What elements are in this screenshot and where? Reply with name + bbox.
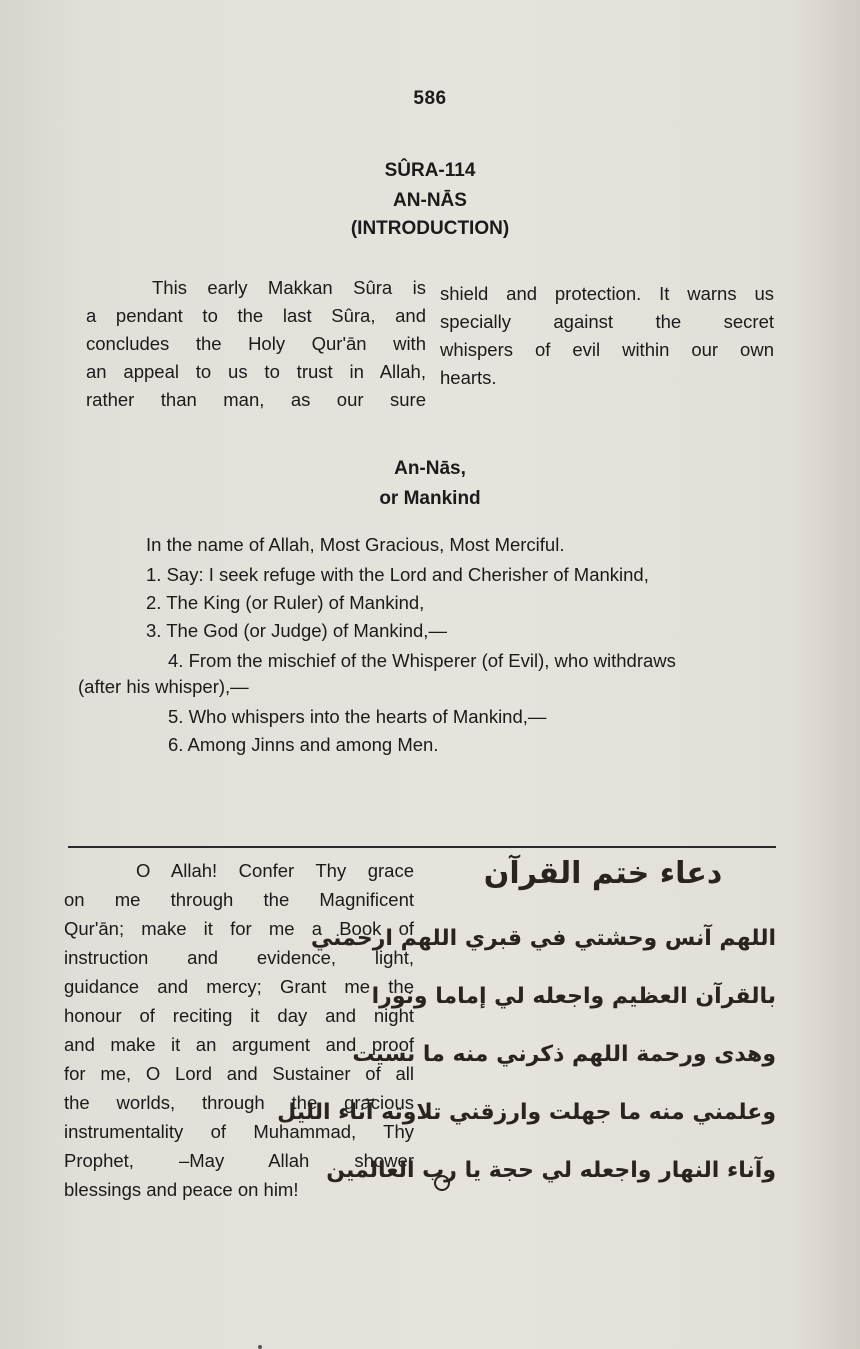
prayer-line: the worlds, through the gracious — [64, 1092, 414, 1113]
verse-line: 6. Among Jinns and among Men. — [168, 734, 439, 755]
intro-line: This early Makkan Sûra is — [152, 277, 426, 298]
intro-line: whispers of evil within our own — [440, 339, 774, 360]
prayer-line: honour of reciting it day and night — [64, 1005, 414, 1026]
prayer-line: blessings and peace on him! — [64, 1179, 299, 1200]
intro-line: hearts. — [440, 367, 497, 388]
arabic-line: وهدى ورحمة اللهم ذكرني منه ما نسيت — [352, 1042, 776, 1067]
prayer-line: instrumentality of Muhammad, Thy — [64, 1121, 414, 1142]
introduction-right-column — [440, 280, 774, 392]
verse-line: 1. Say: I seek refuge with the Lord and Cherisher of Mankind, — [146, 564, 649, 585]
prayer-line: and make it an argument and proof — [64, 1034, 414, 1055]
page-number: 586 — [413, 88, 447, 109]
prayer-line: instruction and evidence, light, — [64, 947, 414, 968]
prayer-line: O Allah! Confer Thy grace — [136, 860, 414, 881]
arabic-line: بالقرآن العظيم واجعله لي إماما ونورا — [371, 984, 776, 1009]
verse-line: 4. From the mischief of the Whisperer (of Evil), who withdraws — [168, 650, 676, 671]
intro-line: an appeal to us to trust in Allah, — [86, 361, 426, 382]
arabic-line: وعلمني منه ما جهلت وارزقني تلاوته آناء الليل — [277, 1100, 776, 1125]
prayer-line: guidance and mercy; Grant me the — [64, 976, 414, 997]
verse-line: 2. The King (or Ruler) of Mankind, — [146, 592, 425, 613]
arabic-line: وآناء النهار واجعله لي حجة يا رب العالمين — [326, 1158, 776, 1183]
verse-line: (after his whisper),— — [78, 676, 249, 697]
intro-line: rather than man, as our sure — [86, 389, 426, 410]
prayer-line: Qur'ān; make it for me a Book of — [64, 918, 414, 939]
verse-line: 5. Who whispers into the hearts of Mankind,— — [168, 706, 547, 727]
prayer-line: on me through the Magnificent — [64, 889, 414, 910]
prayer-translation — [64, 856, 414, 1204]
prayer-line: for me, O Lord and Sustainer of all — [64, 1063, 414, 1084]
intro-line: concludes the Holy Qur'ān with — [86, 333, 426, 354]
intro-line: a pendant to the last Sûra, and — [86, 305, 426, 326]
arabic-prayer-title: دعاء ختم القرآن — [483, 856, 723, 891]
introduction-label: (INTRODUCTION) — [350, 218, 510, 239]
bismillah-line: In the name of Allah, Most Gracious, Most Merciful. — [146, 534, 565, 555]
surah-title: An-Nās, — [394, 458, 466, 479]
verse-line: 3. The God (or Judge) of Mankind,— — [146, 620, 447, 641]
end-of-verse-ring-icon — [434, 1175, 450, 1191]
arabic-line: اللهم آنس وحشتي في قبري اللهم ارحمني — [310, 926, 776, 951]
surah-subtitle: or Mankind — [379, 488, 481, 509]
sura-name-heading: AN-NĀS — [393, 190, 467, 211]
intro-line: specially against the secret — [440, 311, 774, 332]
prayer-line: Prophet, –May Allah shower — [64, 1150, 414, 1171]
arabic-prayer — [277, 846, 776, 1216]
intro-line: shield and protection. It warns us — [440, 283, 774, 304]
sura-number-heading: SÛRA-114 — [384, 160, 476, 181]
paper-speck — [258, 1345, 262, 1349]
introduction-left-column — [86, 274, 426, 414]
